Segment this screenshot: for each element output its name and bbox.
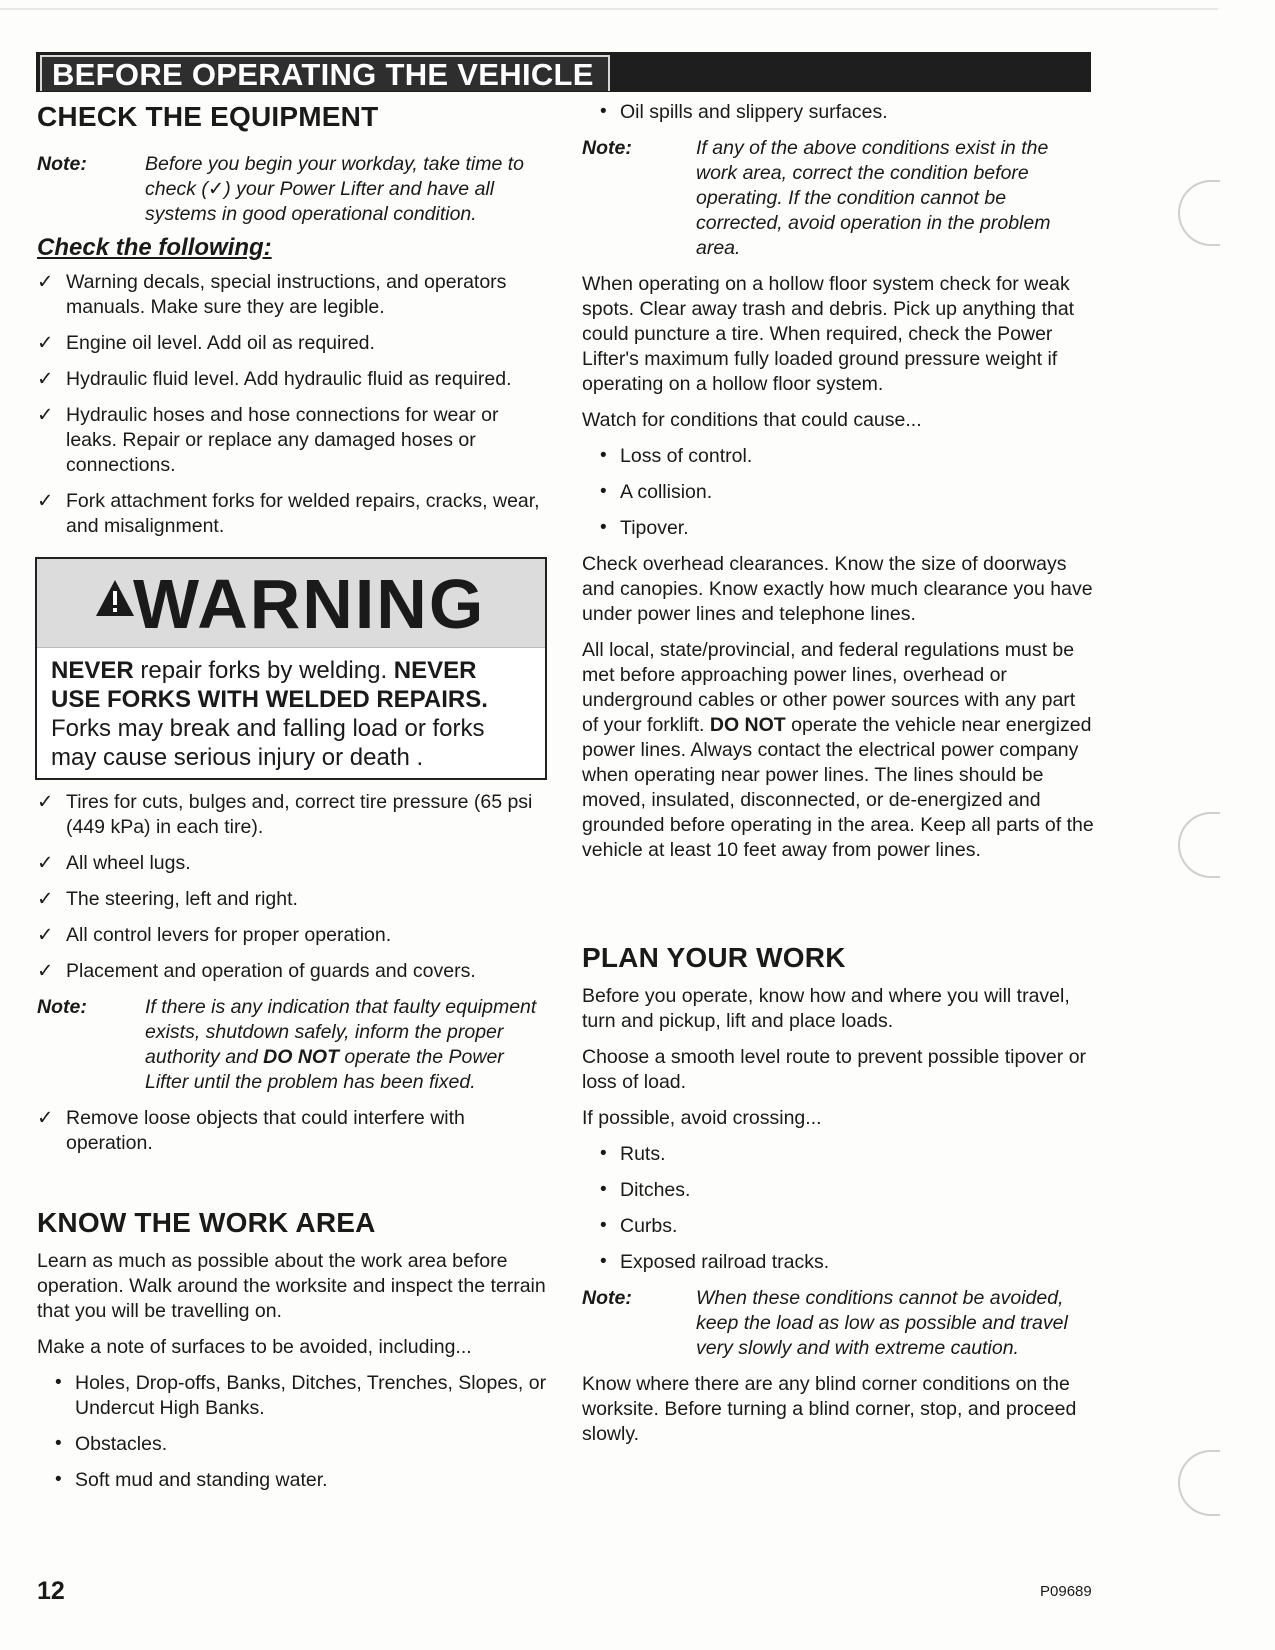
plan-your-work-heading: PLAN YOUR WORK bbox=[582, 942, 846, 973]
paragraph: Before you operate, know how and where you will travel, turn and pickup, lift and place loads. bbox=[582, 985, 1070, 1032]
check-item: ✓ The steering, left and right. bbox=[37, 888, 298, 910]
check-item: ✓ Tires for cuts, bulges and, correct tire pressure (65 psi (449 kPa) in each tire). bbox=[37, 791, 533, 838]
check-mark-icon: ✓ bbox=[37, 404, 54, 426]
check-equipment-heading: CHECK THE EQUIPMENT bbox=[37, 101, 379, 132]
paragraph: When operating on a hollow floor system check for weak spots. Clear away trash and debris. Pick up anything that could puncture a tire. When required, check the Power Lifter's maximum fully loaded ground pressure weight if operating on a hollow floor system. bbox=[582, 273, 1075, 395]
check-mark-icon: ✓ bbox=[37, 1107, 54, 1129]
bullet-icon: • bbox=[600, 1143, 607, 1164]
check-mark-icon: ✓ bbox=[37, 368, 54, 390]
list-item: • Ditches. bbox=[600, 1179, 691, 1201]
check-item: ✓ Fork attachment forks for welded repairs, cracks, wear, and misalignment. bbox=[37, 490, 540, 537]
bullet-icon: • bbox=[600, 445, 607, 466]
conditions-list bbox=[582, 444, 1094, 541]
paragraph: All local, state/provincial, and federal regulations must be met before approaching power lines, overhead or underground cables or other power sources with any part of your forklift. DO NOT operate the vehicle near energized power lines. Always contact the electrical power company when operating near power lines. The lines should be moved, insulated, disconnected, or de-energized and grounded before operating in the area. Keep all parts of the vehicle at least 10 feet away from power lines. bbox=[582, 639, 1094, 861]
note-text: If any of the above conditions exist in the work area, correct the condition before operating. If the condition cannot be corrected, avoid operation in the problem area. bbox=[696, 137, 1051, 259]
surface-list bbox=[37, 1371, 547, 1493]
check-mark-icon: ✓ bbox=[37, 271, 54, 293]
check-mark-icon: ✓ bbox=[37, 791, 54, 813]
bullet-icon: • bbox=[600, 1179, 607, 1200]
bullet-icon: • bbox=[600, 517, 607, 538]
check-item: ✓ Hydraulic fluid level. Add hydraulic fluid as required. bbox=[37, 368, 512, 390]
list-item: • Holes, Drop-offs, Banks, Ditches, Trenches, Slopes, or Undercut High Banks. bbox=[55, 1372, 547, 1419]
paragraph: Learn as much as possible about the work area before operation. Walk around the worksite and inspect the terrain that you will be travelling on. bbox=[37, 1250, 546, 1322]
banner-title: BEFORE OPERATING THE VEHICLE bbox=[40, 55, 610, 91]
warning-box bbox=[35, 557, 547, 780]
left-column bbox=[37, 100, 547, 1493]
check-item: ✓ Warning decals, special instructions, and operators manuals. Make sure they are legible. bbox=[37, 271, 507, 318]
know-work-area-heading: KNOW THE WORK AREA bbox=[37, 1207, 376, 1238]
check-item: ✓ Placement and operation of guards and covers. bbox=[37, 960, 476, 982]
binder-tab-top bbox=[1178, 180, 1220, 246]
note-before-workday bbox=[37, 152, 547, 227]
list-item: • Ruts. bbox=[600, 1143, 666, 1165]
paragraph: Make a note of surfaces to be avoided, including... bbox=[37, 1336, 472, 1358]
note-text: Before you begin your workday, take time to check (✓) your Power Lifter and have all systems in good operational condition. bbox=[145, 153, 525, 225]
note-text: When these conditions cannot be avoided, keep the load as low as possible and travel very slowly and with extreme caution. bbox=[696, 1287, 1068, 1359]
bullet-icon: • bbox=[600, 481, 607, 502]
document-code: P09689 bbox=[1040, 1583, 1092, 1600]
bullet-icon: • bbox=[600, 1215, 607, 1236]
list-item: • Obstacles. bbox=[55, 1433, 168, 1455]
check-item: ✓ Engine oil level. Add oil as required. bbox=[37, 332, 375, 354]
bullet-icon: • bbox=[600, 1251, 607, 1272]
paragraph: Watch for conditions that could cause... bbox=[582, 409, 922, 431]
list-item: • A collision. bbox=[600, 481, 713, 503]
bullet-icon: • bbox=[600, 101, 607, 122]
top-rule bbox=[0, 8, 1218, 10]
crossing-list bbox=[582, 1142, 1094, 1275]
check-mark-icon: ✓ bbox=[37, 924, 54, 946]
note-text: If there is any indication that faulty equipment exists, shutdown safely, inform the proper authority and DO NOT operate the Power Lifter until the problem has been fixed. bbox=[145, 996, 537, 1093]
check-item: ✓ Remove loose objects that could interfere with operation. bbox=[37, 1107, 465, 1154]
list-item: • Oil spills and slippery surfaces. bbox=[600, 101, 888, 123]
note-work-area bbox=[582, 136, 1094, 261]
check-item: ✓ All control levers for proper operation. bbox=[37, 924, 392, 946]
check-following-subheading: Check the following: bbox=[37, 234, 272, 261]
warning-text: NEVER repair forks by welding. NEVER USE FORKS WITH WELDED REPAIRS. Forks may break and falling load or forks may cause serious injury or death . bbox=[51, 657, 488, 771]
check-item: ✓ All wheel lugs. bbox=[37, 852, 191, 874]
bullet-icon: • bbox=[55, 1372, 62, 1393]
binder-tab-bottom bbox=[1178, 1450, 1220, 1516]
list-item: • Curbs. bbox=[600, 1215, 678, 1237]
check-list-1 bbox=[37, 270, 547, 539]
page-number: 12 bbox=[37, 1577, 65, 1605]
check-list-2 bbox=[37, 790, 547, 984]
check-mark-icon: ✓ bbox=[37, 888, 54, 910]
list-item: • Loss of control. bbox=[600, 445, 753, 467]
surface-list-continued bbox=[582, 100, 1094, 125]
paragraph: If possible, avoid crossing... bbox=[582, 1107, 822, 1129]
list-item: • Soft mud and standing water. bbox=[55, 1469, 328, 1491]
note-label: Note: bbox=[37, 996, 87, 1018]
check-item: ✓ Hydraulic hoses and hose connections for wear or leaks. Repair or replace any damaged hoses or connections. bbox=[37, 404, 499, 476]
list-item: • Tipover. bbox=[600, 517, 689, 539]
paragraph: Check overhead clearances. Know the size of doorways and canopies. Know exactly how much clearance you have under power lines and telephone lines. bbox=[582, 553, 1093, 625]
warning-word: WARNING bbox=[133, 565, 486, 643]
paragraph: Know where there are any blind corner conditions on the worksite. Before turning a blind corner, stop, and proceed slowly. bbox=[582, 1373, 1077, 1445]
note-label: Note: bbox=[582, 137, 632, 159]
note-faulty-equipment bbox=[37, 995, 547, 1095]
warning-triangle-icon bbox=[95, 579, 135, 617]
binder-tab-middle bbox=[1178, 812, 1220, 878]
check-mark-icon: ✓ bbox=[37, 960, 54, 982]
warning-header bbox=[37, 559, 545, 648]
check-mark-icon: ✓ bbox=[37, 490, 54, 512]
bullet-icon: • bbox=[55, 1433, 62, 1454]
check-mark-icon: ✓ bbox=[37, 332, 54, 354]
note-label: Note: bbox=[582, 1287, 632, 1309]
right-column bbox=[582, 100, 1094, 1447]
section-banner bbox=[36, 52, 1091, 92]
note-avoid-conditions bbox=[582, 1286, 1094, 1361]
list-item: • Exposed railroad tracks. bbox=[600, 1251, 830, 1273]
check-mark-icon: ✓ bbox=[37, 852, 54, 874]
paragraph: Choose a smooth level route to prevent possible tipover or loss of load. bbox=[582, 1046, 1087, 1093]
bullet-icon: • bbox=[55, 1469, 62, 1490]
note-label: Note: bbox=[37, 153, 87, 175]
